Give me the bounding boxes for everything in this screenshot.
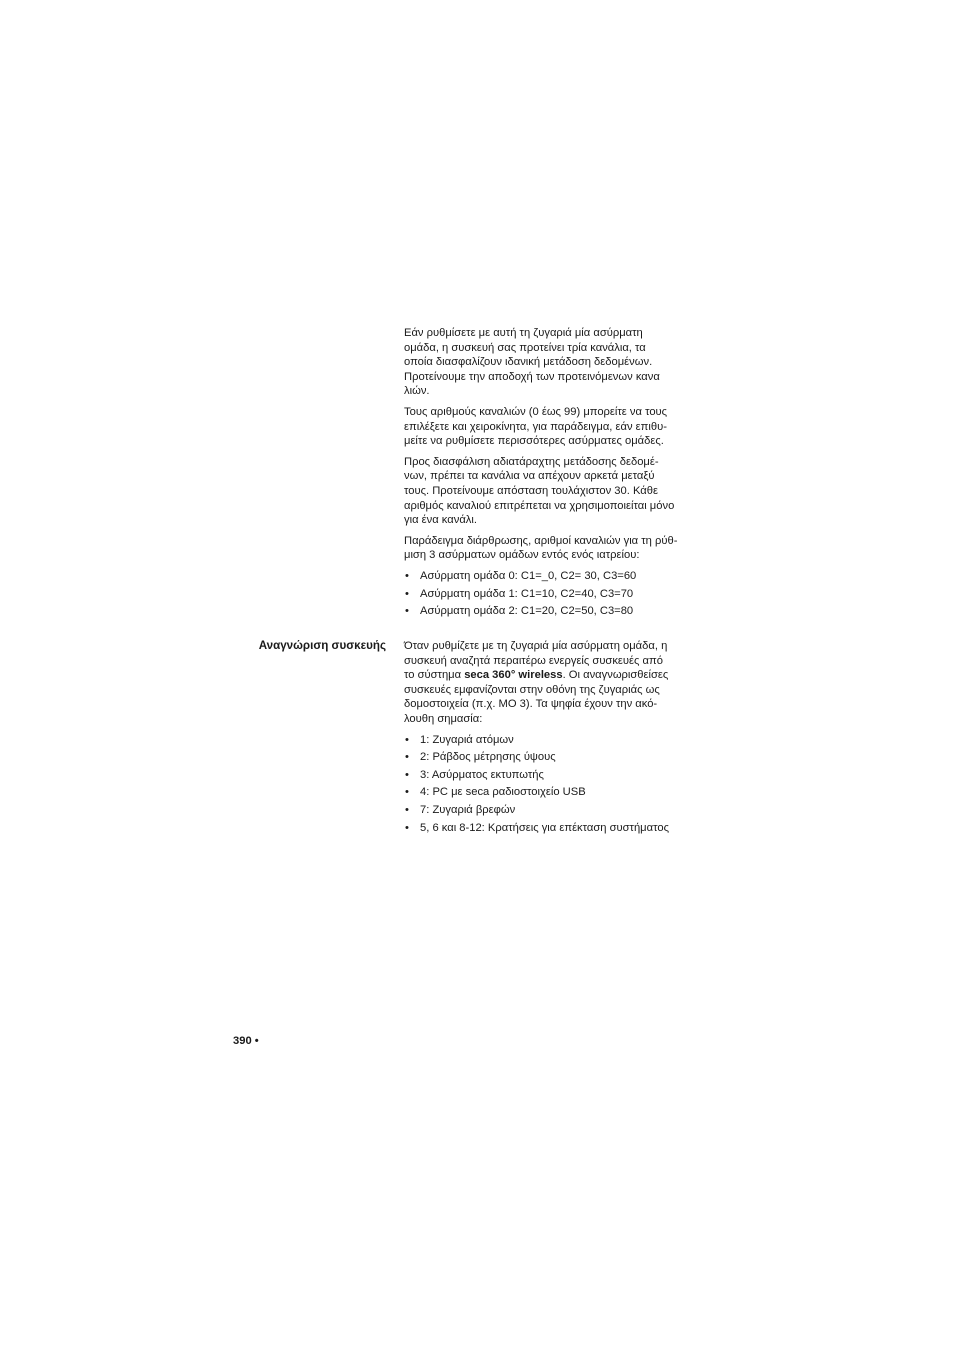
bullet-icon: • [405,569,409,582]
text-line: λιών. [404,385,430,398]
bullet-icon: • [405,605,409,618]
list-item-text: Ασύρματη ομάδα 1: C1=10, C2=40, C3=70 [420,587,634,600]
text-line: δομοστοιχεία (π.χ. MO 3). Τα ψηφία έχουν την ακό- [404,698,658,711]
product-name: seca 360° wireless [464,669,563,682]
channel-example-list [404,569,704,619]
list-item [404,569,704,584]
paragraph-example [404,534,704,563]
list-item [404,604,704,619]
section-heading-device-recognition: Αναγνώριση συσκευής [258,639,386,652]
text-line: Τους αριθμούς καναλιών (0 έως 99) μπορείτε να τους [404,405,668,418]
bullet-icon: • [405,751,409,764]
paragraph-device-intro [404,639,704,727]
list-item [404,587,704,602]
bullet-icon: • [405,803,409,816]
list-item-text: 2: Ράβδος μέτρησης ύψους [420,751,556,764]
text-line: για ένα κανάλι. [404,514,477,527]
text-line: συσκευή αναζητά περαιτέρω ενεργείς συσκευές από [404,654,663,667]
bullet-icon: • [405,733,409,746]
text-line: Παράδειγμα διάρθρωσης, αριθμοί καναλιών για τη ρύθ- [404,534,678,547]
text-line: το σύστημα [404,669,465,682]
channel-section [404,326,704,622]
bullet-icon: • [405,786,409,799]
paragraph-manual-channels [404,405,704,449]
list-item-text: 5, 6 και 8-12: Κρατήσεις για επέκταση συστήματος [420,821,669,834]
text-line: ομάδα, η συσκευή σας προτείνει τρία κανάλια, τα [404,341,646,354]
text-line: μιση 3 ασύρματων ομάδων εντός ενός ιατρείου: [404,549,640,562]
device-code-list [404,733,704,836]
list-item-text: 7: Ζυγαριά βρεφών [420,803,516,816]
list-item [404,821,704,836]
text-line: μείτε να ρυθμίσετε περισσότερες ασύρματες ομάδες. [404,435,664,448]
text-line: αριθμός καναλιού επιτρέπεται να χρησιμοποιείται μόνο [404,499,675,512]
bullet-icon: • [405,821,409,834]
text-line: νων, πρέπει τα κανάλια να απέχουν αρκετά μεταξύ [404,470,655,483]
text-line: Προτείνουμε την αποδοχή των προτεινόμενων κανα [404,370,660,383]
paragraph-channel-spacing [404,455,704,528]
list-item-text: Ασύρματη ομάδα 0: C1=_0, C2= 30, C3=60 [420,569,637,582]
bullet-icon: • [405,768,409,781]
list-item [404,803,704,818]
list-item-text: 1: Ζυγαριά ατόμων [420,733,514,746]
list-item [404,785,704,800]
list-item-text: 3: Ασύρματος εκτυπωτής [420,768,544,781]
text-line: οποία διασφαλίζουν ιδανική μετάδοση δεδομένων. [404,356,653,369]
text-line: επιλέξετε και χειροκίνητα, για παράδειγμα, εάν επιθυ- [404,420,667,433]
bullet-icon: • [405,587,409,600]
device-recognition-section [404,639,704,838]
page-number: 390 • [233,1035,259,1047]
list-item [404,733,704,748]
text-line: Όταν ρυθμίζετε με τη ζυγαριά μία ασύρματη ομάδα, η [404,640,668,652]
text-line: Προς διασφάλιση αδιατάραχτης μετάδοσης δεδομέ- [404,455,659,468]
list-item-text: Ασύρματη ομάδα 2: C1=20, C2=50, C3=80 [420,605,634,618]
text-line: τους. Προτείνουμε απόσταση τουλάχιστον 30. Κάθε [404,484,658,497]
paragraph-channels-intro [404,326,704,399]
text-line: Εάν ρυθμίσετε με αυτή τη ζυγαριά μία ασύρματη [404,327,643,339]
list-item-text: 4: PC με seca ραδιοστοιχείο USB [420,786,586,799]
text-line: λουθη σημασία: [404,712,483,725]
list-item [404,768,704,783]
text-line: . Οι αναγνωρισθείσες [562,669,669,682]
text-line: συσκευές εμφανίζονται στην οθόνη της ζυγαριάς ως [404,683,660,696]
list-item [404,750,704,765]
